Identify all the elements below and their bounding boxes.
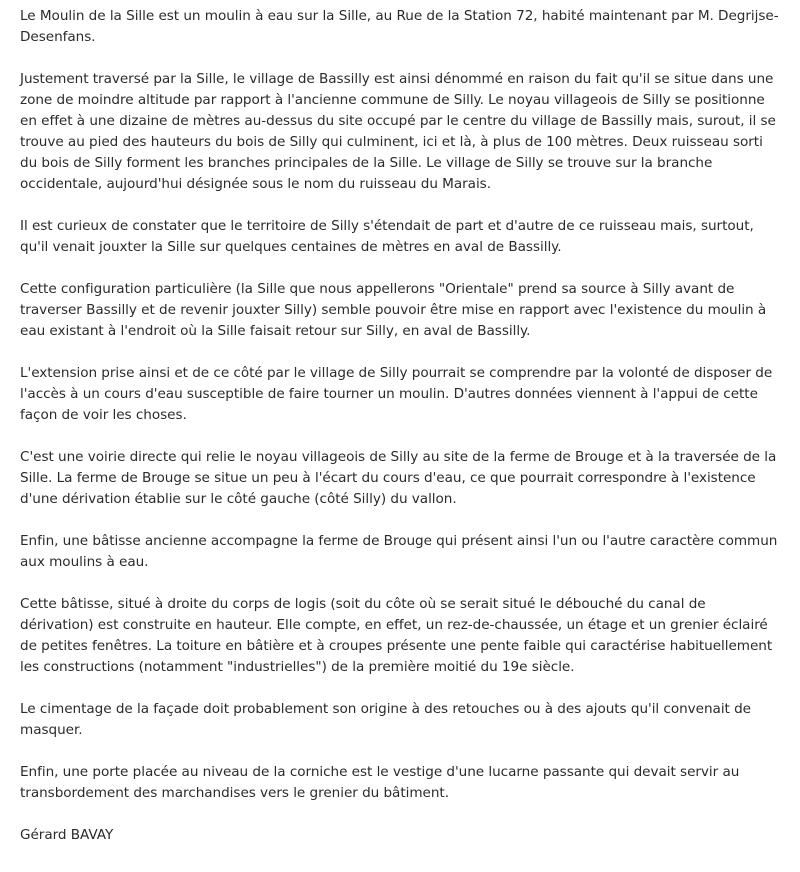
- paragraph-porte: Enfin, une porte placée au niveau de la corniche est le vestige d'une lucarne passante qui devait servir au transbordement des marchandises vers le grenier du bâtiment.: [20, 764, 740, 801]
- paragraph-intro: Le Moulin de la Sille est un moulin à eau sur la Sille, au Rue de la Station 72, habité maintenant par M. Degrijse-Desenfans.: [20, 8, 779, 45]
- paragraph-territoire: Il est curieux de constater que le territoire de Silly s'étendait de part et d'autre de ce ruisseau mais, surtout, qu'il venait jouxter la Sille sur quelques centaines de mètres en aval de Bassilly.: [20, 218, 754, 255]
- paragraph-configuration: Cette configuration particulière (la Sille que nous appellerons "Orientale" prend sa source à Silly avant de traverser Bassilly et de revenir jouxter Silly) semble pouvoir être mise en rapport avec l'existence du moulin à eau existant à l'endroit où la Sille faisait retour sur Silly, en aval de Bassilly.: [20, 281, 767, 339]
- paragraph-batisse-description: Cette bâtisse, situé à droite du corps de logis (soit du côte où se serait situé le débouché du canal de dérivation) est construite en hauteur. Elle compte, en effet, un rez-de-chaussée, un étage et un grenier éclairé de petites fenêtres. La toiture en bâtière et à croupes présente une pente faible qui caractérise habituellement les constructions (notamment "industrielles") de la première moitié du 19e siècle.: [20, 596, 773, 675]
- paragraph-cimentage: Le cimentage de la façade doit probablement son origine à des retouches ou à des ajouts qu'il convenait de masquer.: [20, 701, 752, 738]
- paragraph-bassilly: Justement traversé par la Sille, le village de Bassilly est ainsi dénommé en raison du fait qu'il se situe dans une zone de moindre altitude par rapport à l'ancienne commune de Silly. Le noyau villageois de Silly se positionne en effet à une dizaine de mètres au-dessus du site occupé par le centre du village de Bassilly mais, surout, il se trouve au pied des hauteurs du bois de Silly qui culminent, ici et là, à plus de 100 mètres. Deux ruisseau sorti du bois de Silly forment les branches principales de la Sille. Le village de Silly se trouve sur la branche occidentale, aujourd'hui désignée sous le nom du ruisseau du Marais.: [20, 71, 776, 192]
- paragraph-extension: L'extension prise ainsi et de ce côté par le village de Silly pourrait se comprendre par la volonté de disposer de l'accès à un cours d'eau susceptible de faire tourner un moulin. D'autres données viennent à l'appui de cette façon de voir les choses.: [20, 365, 773, 423]
- paragraph-voirie: C'est une voirie directe qui relie le noyau villageois de Silly au site de la ferme de Brouge et à la traversée de la Sille. La ferme de Brouge se situe un peu à l'écart du cours d'eau, ce que pourrait correspondre à l'existence d'une dérivation établie sur le côté gauche (côté Silly) du vallon.: [20, 449, 777, 507]
- paragraph-batisse-ancienne: Enfin, une bâtisse ancienne accompagne la ferme de Brouge qui présent ainsi l'un ou l'autre caractère commun aux moulins à eau.: [20, 533, 778, 570]
- author-signature: Gérard BAVAY: [20, 827, 114, 843]
